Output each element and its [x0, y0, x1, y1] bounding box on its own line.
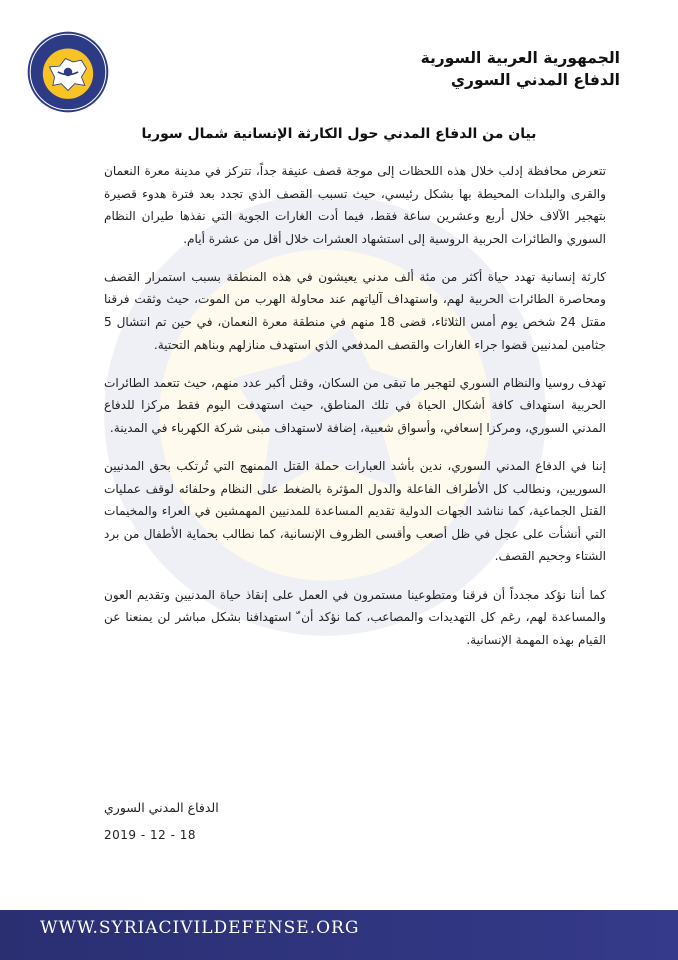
statement-body: [104, 160, 606, 667]
civil-defense-logo: [26, 30, 110, 114]
website-link[interactable]: WWW.SYRIACIVILDEFENSE.ORG: [40, 918, 360, 938]
signature-name: الدفاع المدني السوري: [104, 800, 219, 815]
country-name: الجمهورية العربية السورية: [420, 49, 620, 67]
paragraph-5: كما أننا نؤكد مجدداً أن فرقنا ومتطوعينا مستمرون في العمل على إنقاذ حياة المدنيين وتقديم العون والمساعدة لهم، رغم كل التهديدات والمصاعب، كما نؤكد أن ّ استهدافنا بشكل مباشر لن يمنعنا عن القيام بهذه المهمة الإنسانية.: [104, 587, 606, 647]
statement-date: 2019 - 12 - 18: [104, 828, 196, 842]
paragraph-4: إننا في الدفاع المدني السوري، ندين بأشد العبارات حملة القتل الممنهج التي تُرتكب بحق المدنيين السوريين، ونطالب كل الأطراف الفاعلة والدول المؤثرة بالضغط على النظام وحلفائه لوقف عمليات القتل الجماعية، كما نناشد الجهات الدولية تقديم المساعدة للمدنيين المهمشين في العراء والمخيمات التي أنشأت على عجل في ظل أصعب وأقسى الظروف الإنسانية، كما نطالب بحماية الأطفال من برد الشتاء وجحيم القصف.: [104, 459, 606, 564]
organization-header: [421, 47, 620, 91]
signature-block: [104, 800, 219, 815]
paragraph-3: تهدف روسيا والنظام السوري لتهجير ما تبقى من السكان، وقتل أكبر عدد منهم، حيث تتعمد الطائرات الحربية استهداف كافة أشكال الحياة في تلك المناطق، حيث استهدفت اليوم فقط مركزا للدفاع المدني السوري، ومركزا إسعافي، وأسواق شعبية، إضافة لاستهداف مبنى شركة الكهرباء في المدينة.: [104, 375, 606, 435]
statement-title: بيان من الدفاع المدني حول الكارثة الإنسانية شمال سوريا: [141, 126, 537, 142]
paragraph-2: كارثة إنسانية تهدد حياة أكثر من مئة ألف مدني يعيشون في هذه المنطقة بسبب استمرار القصف ومحاصرة الطائرات الحربية لهم، واستهداف آلياتهم عند محاولة الهرب من الموت، حيث وثقت فرقنا مقتل 24 شخص يوم أمس الثلاثاء، قضى 18 منهم في منطقة معرة النعمان، في حين تم انتشال 5 جثامين لمدنيين قضوا جراء الغارات والقصف المدفعي الذي استهدف منازلهم وبناهم التحتية.: [104, 269, 606, 352]
paragraph-1: تتعرض محافظة إدلب خلال هذه اللحظات إلى موجة قصف عنيفة جداً، تتركز في مدينة معرة النعمان والقرى والبلدات المحيطة بها بشكل رئيسي، حيث تسبب القصف الذي تجدد بعد فترة هدوء قصيرة بتهجير الآلاف خلال أربع وعشرين ساعة فقط، فيما أدت الغارات الجوية التي نفذها طيران النظام السوري والطائرات الحربية الروسية إلى استشهاد العشرات خلال أقل من عشرة أيام.: [104, 164, 606, 246]
organization-name: الدفاع المدني السوري: [450, 71, 620, 89]
